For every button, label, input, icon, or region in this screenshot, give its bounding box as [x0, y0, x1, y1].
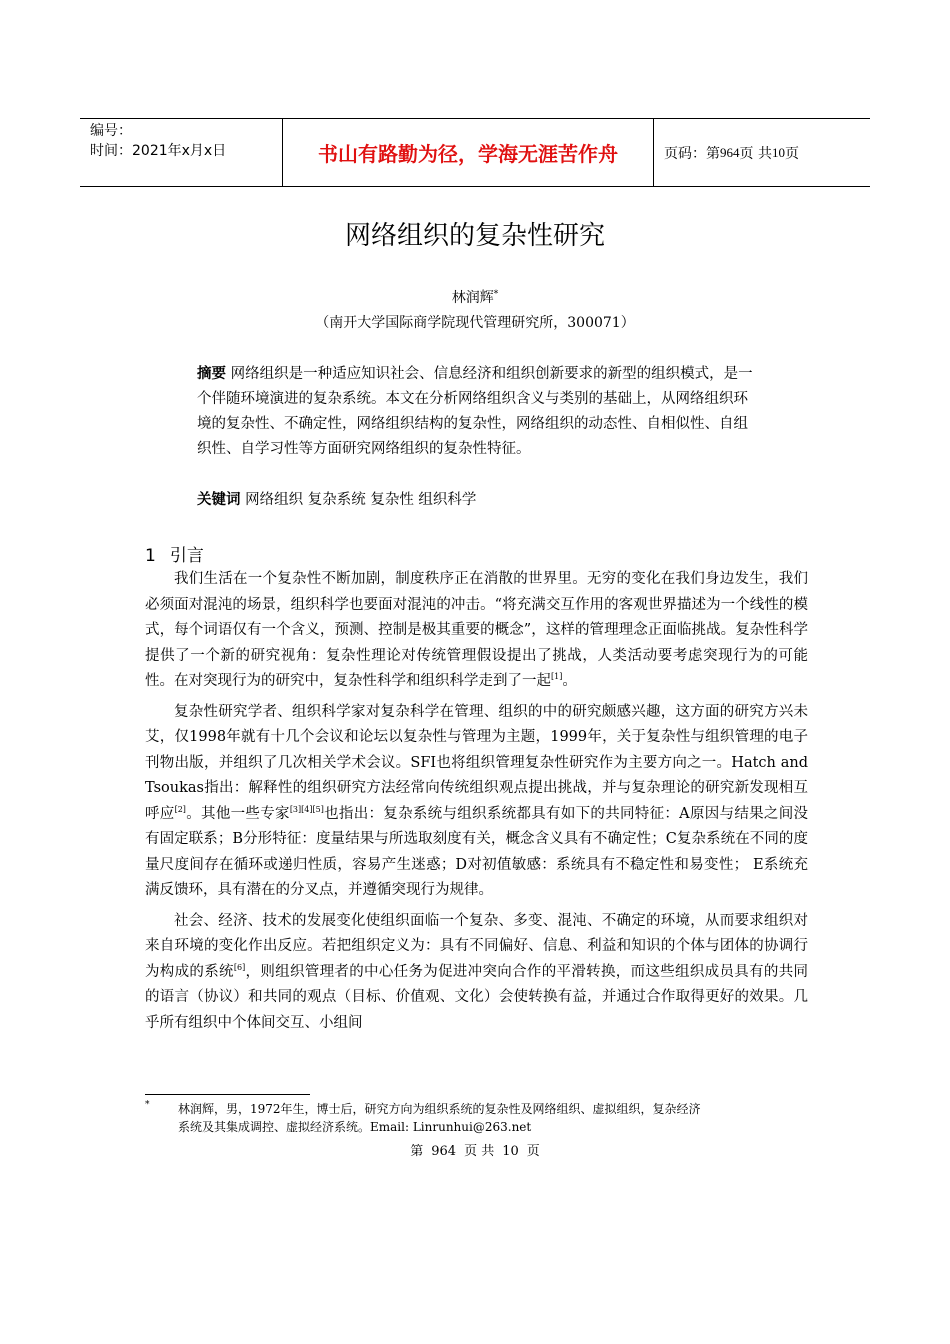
abstract — [197, 362, 757, 462]
keywords-label: 关键词 — [197, 492, 241, 508]
paragraph — [145, 909, 808, 1037]
page-mid: 页 共 — [739, 145, 772, 162]
keywords — [197, 488, 757, 513]
paragraph-text: 。其他一些专家 — [185, 805, 290, 822]
footer-current: 964 — [431, 1144, 457, 1159]
abstract-text: 网络组织是一种适应知识社会、信息经济和组织创新要求的新型的组织模式，是一个伴随环境演进的复杂系统。本文在分析网络组织含义与类别的基础上，从网络组织环境的复杂性、不确定性，网络组织结构的复杂性，网络组织的动态性、自相似性、自组织性、自学习性等方面研究网络组织的复杂性特征。 — [197, 366, 753, 457]
header-page-info — [664, 119, 799, 186]
author-name: 林润辉 — [451, 290, 494, 306]
author — [0, 287, 950, 307]
page-total: 10 — [771, 144, 785, 160]
citation: [2] — [174, 804, 186, 814]
footnote-line: 林润辉，男，1972年生，博士后，研究方向为组织系统的复杂性及网络组织、虚拟组织，复杂经济 — [178, 1102, 701, 1116]
footer-total: 10 — [502, 1144, 519, 1159]
paragraph-text: 复杂性研究学者、组织科学家对复杂科学在管理、组织的中的研究颇感兴趣，这方面的研究方兴未艾，仅1998年就有十几个会议和论坛以复杂性与管理为主题，1999年，关于复杂性与组织管理的电子刊物出版，并组织了几次相关学术会议。SFI也将组织管理复杂性研究作为主要方向之一。Hatch and Tsoukas指出：解释性的组织研究方法经常向传统组织观点提出挑战，并与复杂理论的研究新发现相互呼应 — [145, 703, 808, 822]
citation: [6] — [233, 962, 246, 972]
citation: [1] — [551, 672, 563, 682]
footnote-line: 系统及其集成调控、虚拟经济系统。Email: Linrunhui@263.net — [178, 1120, 532, 1134]
paragraph-text: 我们生活在一个复杂性不断加剧，制度秩序正在消散的世界里。无穷的变化在我们身边发生，我们必须面对混沌的场景，组织科学也要面对混沌的冲击。“将充满交互作用的客观世界描述为一个线性的模式，每个词语仅有一个含义，预测、控制是极其重要的概念”，这样的管理理念正面临挑战。复杂性科学提供了一个新的研究视角：复杂性理论对传统管理假设提出了挑战，人类活动要考虑突现行为的可能性。在对突现行为的研究中，复杂性科学和组织科学走到了一起 — [145, 571, 808, 689]
keywords-text: 网络组织 复杂系统 复杂性 组织科学 — [245, 492, 477, 508]
header-motto: 书山有路勤为径，学海无涯苦作舟 — [282, 119, 654, 186]
section-heading — [145, 541, 204, 566]
header-table — [80, 118, 870, 187]
footnote-mark: * — [145, 1100, 150, 1110]
footer-prefix: 第 — [410, 1144, 424, 1159]
paragraph-text: 也指出：复杂系统与组织系统都具有如下的共同特征：A原因与结果之间没有固定联系；B分形特征：度量结果与所选取刻度有关，概念含义具有不确定性；C复杂系统在不同的度量尺度间存在循环或递归性质，容易产生迷惑；D对初值敏感：系统具有不稳定性和易变性； E系统充满反馈环，具有潜在的分叉点，并遵循突现行为规律。 — [145, 805, 809, 898]
author-mark: * — [493, 289, 499, 300]
page-prefix: 页码：第 — [664, 145, 720, 162]
number-label: 编号： — [90, 123, 132, 139]
paper-title: 网络组织的复杂性研究 — [344, 221, 605, 251]
paragraph — [145, 700, 808, 904]
affiliation: （南开大学国际商学院现代管理研究所，300071） — [315, 315, 635, 331]
section-title: 引言 — [169, 546, 204, 566]
abstract-label: 摘要 — [197, 366, 226, 382]
body-text — [145, 567, 808, 1041]
page-current: 964 — [720, 144, 740, 160]
time-label: 时间：2021年x月x日 — [90, 143, 227, 159]
footnote-divider — [145, 1094, 310, 1095]
header-meta — [90, 121, 280, 161]
paragraph-text: 社会、经济、技术的发展变化使组织面临一个复杂、多变、混沌、不确定的环境，从而要求组织对来自环境的变化作出反应。若把组织定义为：具有不同偏好、信息、利益和知识的个体与团体的协调行为构成的系统 — [145, 912, 808, 980]
page-suffix: 页 — [784, 145, 799, 162]
page-footer — [0, 1140, 950, 1159]
paragraph — [145, 567, 808, 695]
footnote — [145, 1100, 808, 1136]
citation: [3][4][5] — [289, 804, 324, 814]
section-number: 1 — [145, 546, 156, 566]
paragraph-text: 。 — [562, 673, 577, 689]
footer-mid: 页 共 — [464, 1144, 495, 1159]
footer-suffix: 页 — [526, 1144, 540, 1159]
paragraph-text: ，则组织管理者的中心任务为促进冲突向合作的平滑转换，而这些组织成员具有的共同的语言（协议）和共同的观点（目标、价值观、文化）会使转换有益，并通过合作取得更好的效果。几乎所有组织中个体间交互、小组间 — [145, 963, 809, 1031]
